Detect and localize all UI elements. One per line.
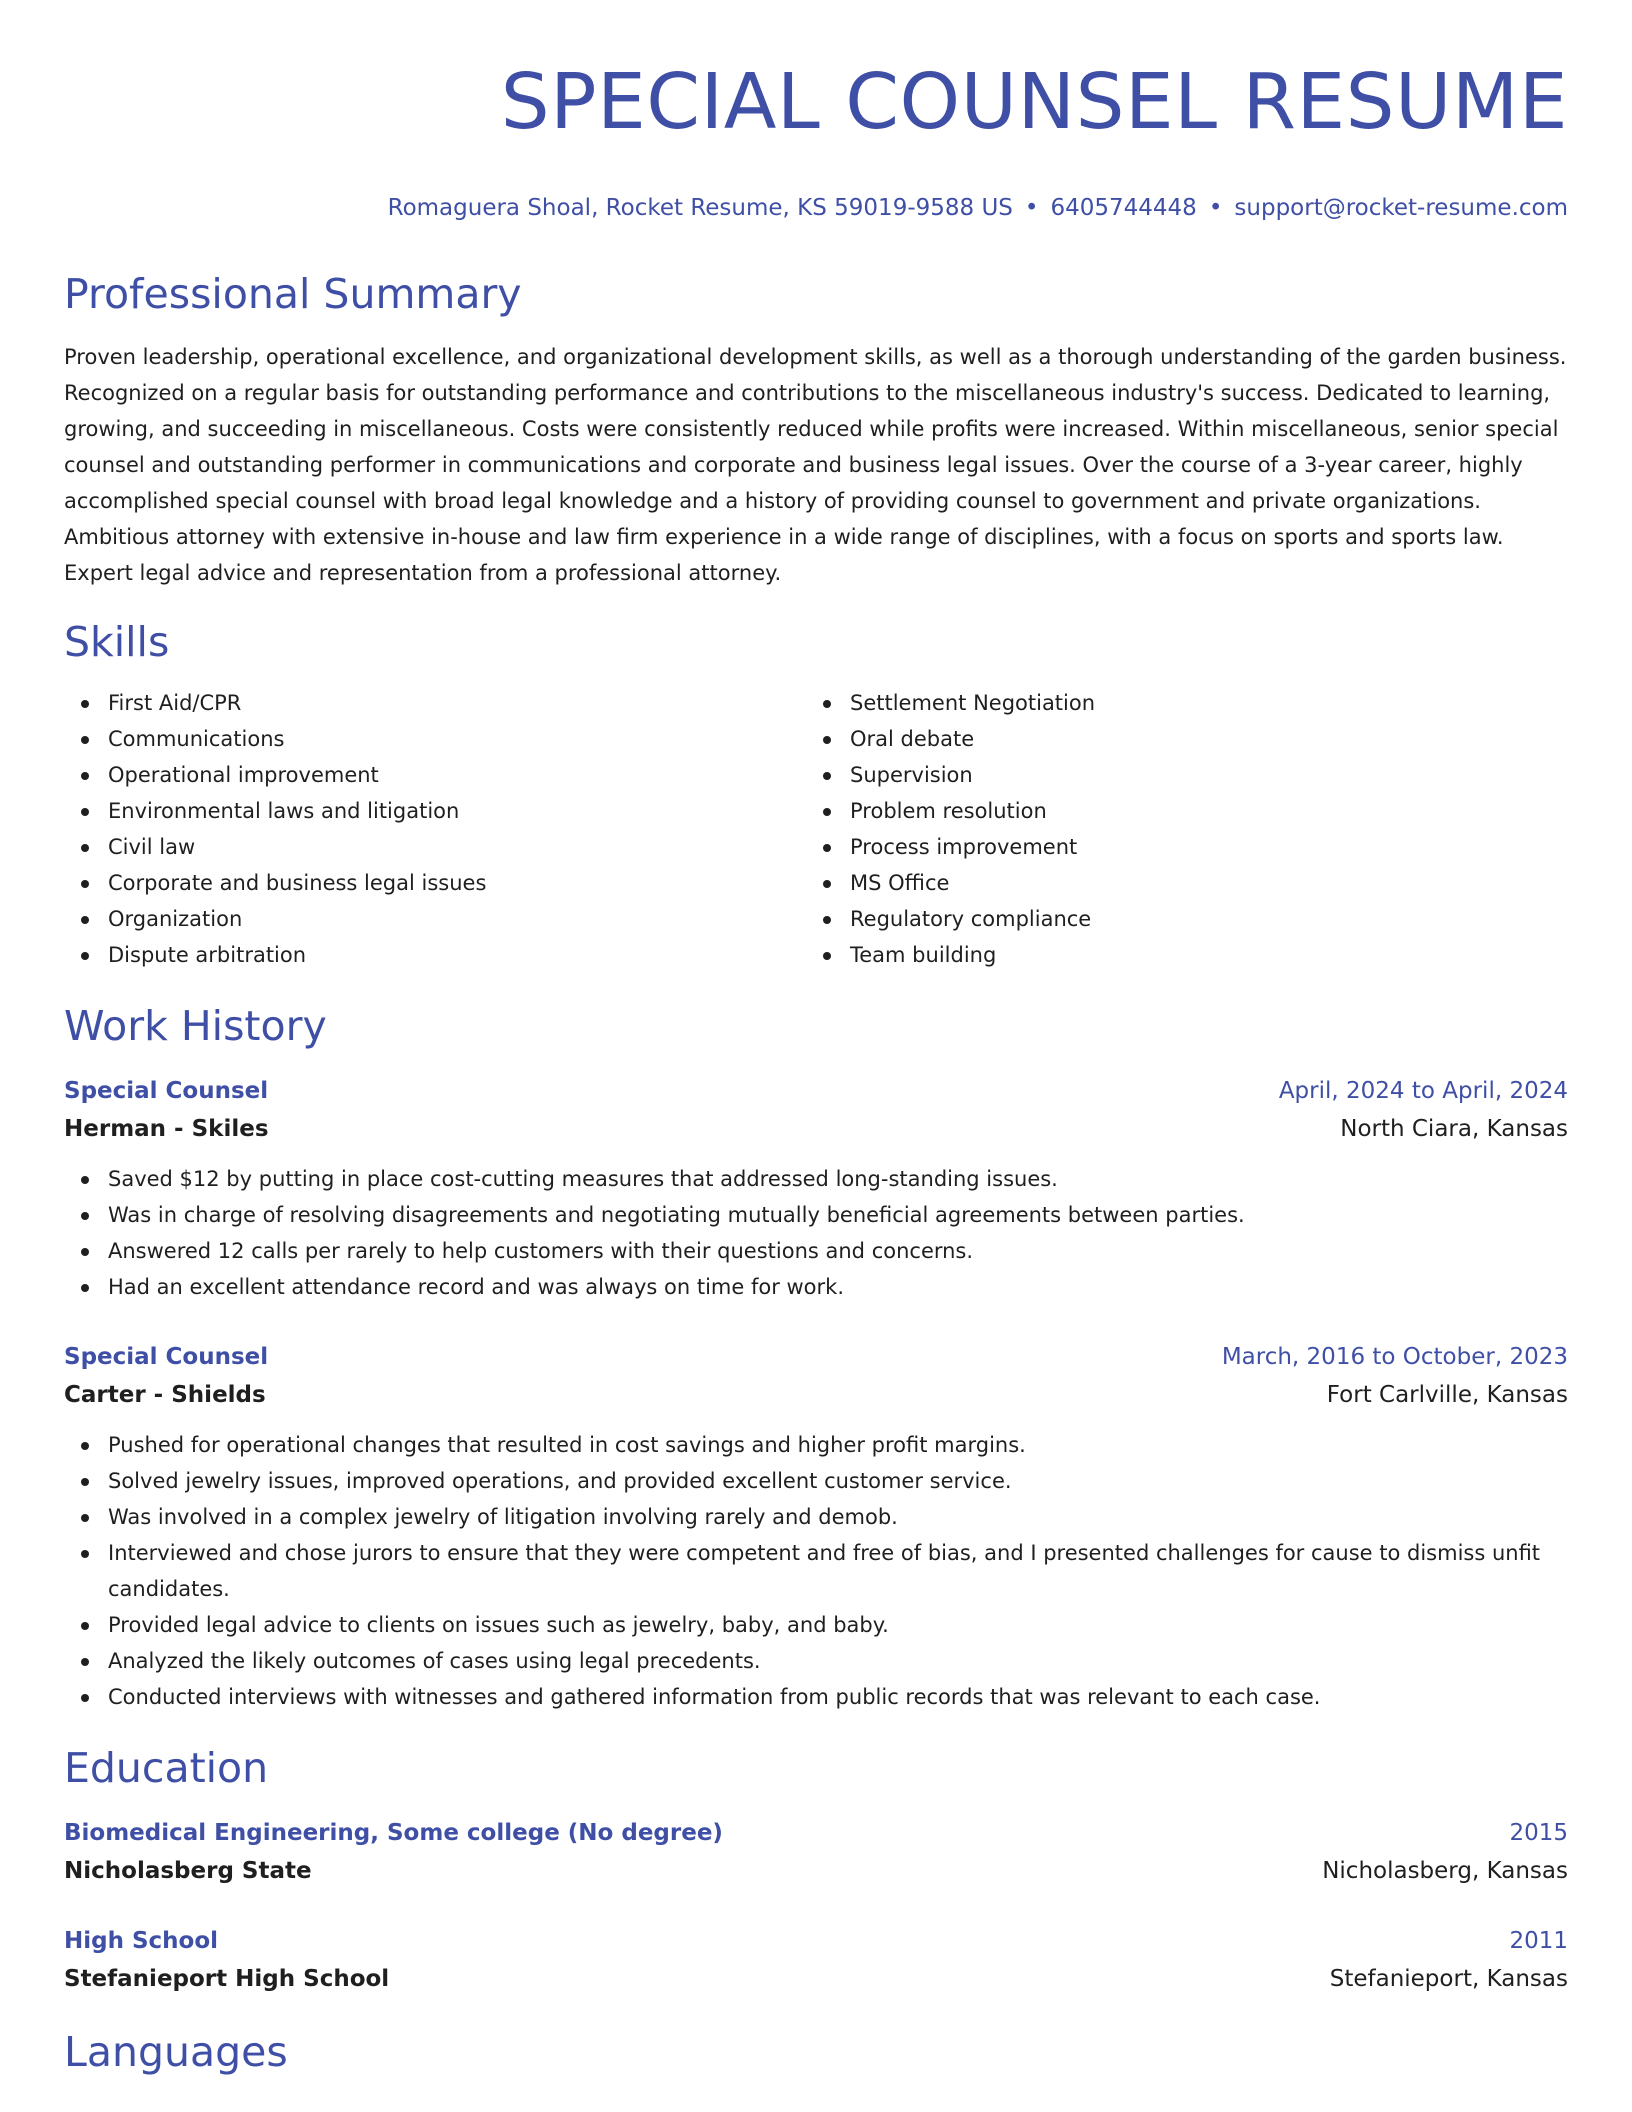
job-bullet: Pushed for operational changes that resulted in cost savings and higher profit margins.	[64, 1427, 1568, 1463]
job-entry	[64, 1339, 1568, 1715]
job-dates: March, 2016 to October, 2023	[1221, 1344, 1568, 1370]
skill-item: Team building	[806, 937, 1548, 973]
summary-heading: Professional Summary	[64, 270, 522, 318]
skill-item: Communications	[64, 721, 806, 757]
job-company: Herman - Skiles	[64, 1116, 269, 1142]
job-bullet: Interviewed and chose jurors to ensure that they were competent and free of bias, and I presented challenges for cause to dismiss unfit candidates.	[64, 1535, 1568, 1607]
job-company: Carter - Shields	[64, 1382, 266, 1408]
skills-column-right	[806, 685, 1548, 973]
skill-item: Dispute arbitration	[64, 937, 806, 973]
skill-item: MS Office	[806, 865, 1548, 901]
job-bullet: Conducted interviews with witnesses and gathered information from public records that was relevant to each case.	[64, 1679, 1568, 1715]
education-heading: Education	[64, 1744, 269, 1792]
skill-item: Operational improvement	[64, 757, 806, 793]
skill-item: Organization	[64, 901, 806, 937]
education-school: Stefanieport High School	[64, 1966, 390, 1992]
education-entry	[64, 1815, 1568, 1891]
job-bullet: Had an excellent attendance record and was always on time for work.	[64, 1269, 1568, 1305]
job-bullet: Solved jewelry issues, improved operations, and provided excellent customer service.	[64, 1463, 1568, 1499]
job-bullet: Provided legal advice to clients on issues such as jewelry, baby, and baby.	[64, 1607, 1568, 1643]
contact-line	[64, 193, 1568, 223]
job-location: Fort Carlville, Kansas	[1326, 1382, 1568, 1408]
job-role: Special Counsel	[64, 1344, 269, 1370]
skill-item: Corporate and business legal issues	[64, 865, 806, 901]
skill-item: Problem resolution	[806, 793, 1548, 829]
skill-item: Process improvement	[806, 829, 1548, 865]
skills-column-left	[64, 685, 806, 973]
education-location: Stefanieport, Kansas	[1329, 1966, 1568, 1992]
job-location: North Ciara, Kansas	[1340, 1116, 1568, 1142]
education-school: Nicholasberg State	[64, 1858, 312, 1884]
contact-separator: •	[1024, 195, 1039, 221]
job-bullet: Analyzed the likely outcomes of cases using legal precedents.	[64, 1643, 1568, 1679]
skill-item: Regulatory compliance	[806, 901, 1548, 937]
education-location: Nicholasberg, Kansas	[1322, 1858, 1568, 1884]
job-bullet: Saved $12 by putting in place cost-cutting measures that addressed long-standing issues.	[64, 1161, 1568, 1197]
skills-list	[64, 685, 1568, 973]
languages-heading: Languages	[64, 2028, 288, 2076]
skills-heading: Skills	[64, 618, 170, 666]
job-bullet: Was involved in a complex jewelry of litigation involving rarely and demob.	[64, 1499, 1568, 1535]
education-entry	[64, 1923, 1568, 1999]
job-entry	[64, 1073, 1568, 1305]
job-bullets	[64, 1161, 1568, 1305]
skill-item: Settlement Negotiation	[806, 685, 1548, 721]
job-bullet: Was in charge of resolving disagreements and negotiating mutually beneficial agreements between parties.	[64, 1197, 1568, 1233]
education-year: 2015	[1509, 1820, 1568, 1846]
contact-separator: •	[1208, 195, 1223, 221]
skill-item: Civil law	[64, 829, 806, 865]
resume-title: SPECIAL COUNSEL RESUME	[500, 58, 1568, 147]
skill-item: Environmental laws and litigation	[64, 793, 806, 829]
job-dates: April, 2024 to April, 2024	[1278, 1078, 1568, 1104]
job-bullet: Answered 12 calls per rarely to help customers with their questions and concerns.	[64, 1233, 1568, 1269]
education-degree: High School	[64, 1928, 219, 1954]
skill-item: Oral debate	[806, 721, 1548, 757]
work-history-heading: Work History	[64, 1002, 327, 1050]
contact-address: Romaguera Shoal, Rocket Resume, KS 59019-9588 US	[387, 195, 1013, 221]
contact-phone: 6405744448	[1050, 195, 1197, 221]
summary-text: Proven leadership, operational excellence, and organizational development skills, as well as a thorough understanding of the garden business. Recognized on a regular basis for outstanding performance and contributions to the miscellaneous industry's success. Dedicated to learning, growing, and succeeding in miscellaneous. Costs were consistently reduced while profits were increased. Within miscellaneous, senior special counsel and outstanding performer in communications and corporate and business legal issues. Over the course of a 3-year career, highly accomplished special counsel with broad legal knowledge and a history of providing counsel to government and private organizations. Ambitious attorney with extensive in-house and law firm experience in a wide range of disciplines, with a focus on sports and sports law. Expert legal advice and representation from a professional attorney.	[64, 345, 1567, 585]
education-year: 2011	[1509, 1928, 1568, 1954]
education-degree: Biomedical Engineering, Some college (No degree)	[64, 1820, 723, 1846]
skill-item: Supervision	[806, 757, 1548, 793]
resume-page	[64, 0, 1568, 2077]
skill-item: First Aid/CPR	[64, 685, 806, 721]
contact-email: support@rocket-resume.com	[1234, 195, 1568, 221]
job-role: Special Counsel	[64, 1078, 269, 1104]
job-bullets	[64, 1427, 1568, 1715]
